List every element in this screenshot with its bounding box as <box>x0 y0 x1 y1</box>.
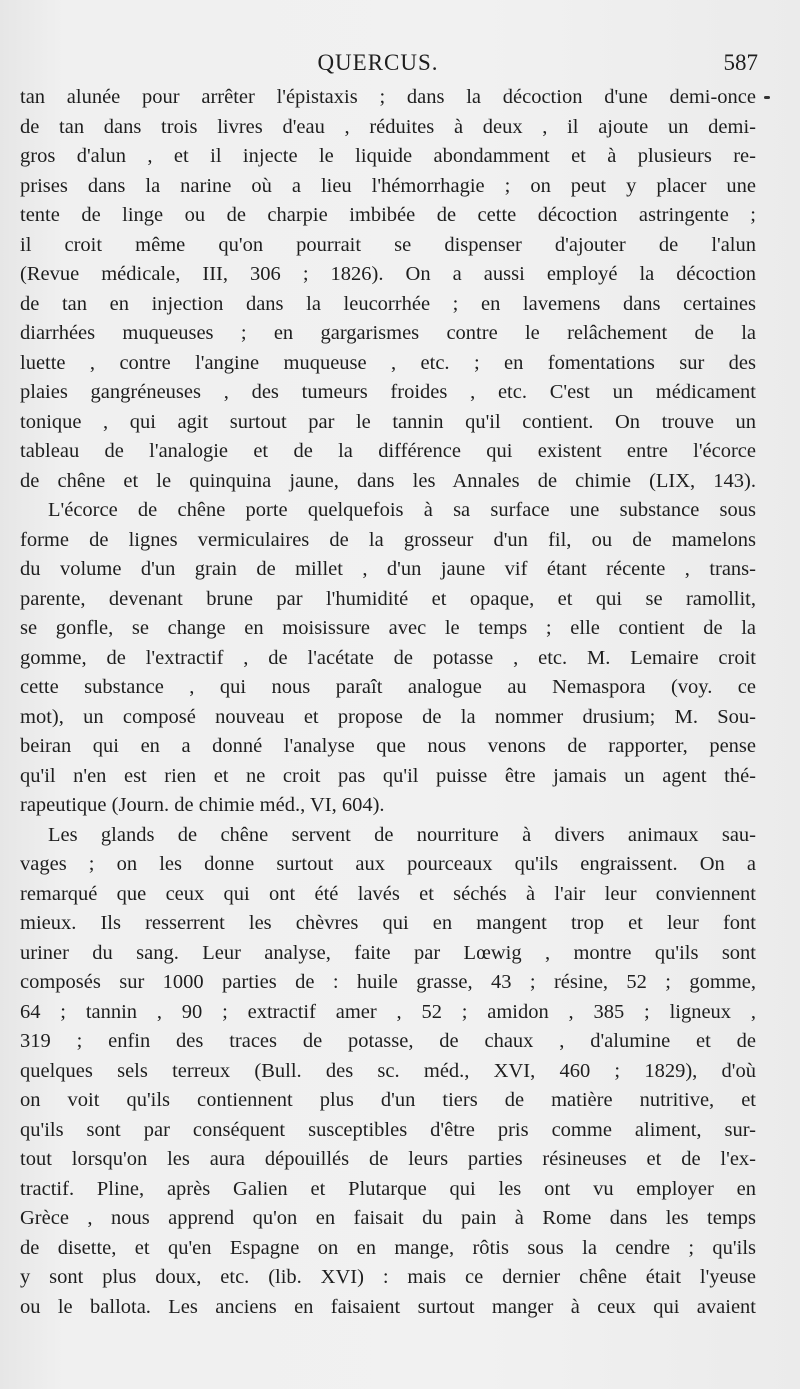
text-line: de disette, et qu'en Espagne on en mange, rôtis sous la cendre ; qu'ils <box>20 1236 756 1259</box>
text-line: gomme, de l'extractif , de l'acétate de potasse , etc. M. Lemaire croit <box>20 646 756 669</box>
text-line: de tan en injection dans la leucorrhée ; en lavemens dans certaines <box>20 292 756 315</box>
text-line: qu'ils sont par conséquent susceptibles d'être pris comme aliment, sur- <box>20 1118 756 1141</box>
running-title: QUERCUS. <box>317 50 439 75</box>
text-line: on voit qu'ils contiennent plus d'un tiers de matière nutritive, et <box>20 1089 756 1111</box>
text-line: remarqué que ceux qui ont été lavés et séchés à l'air leur conviennent <box>20 882 756 905</box>
text-line: de chêne et le quinquina jaune, dans les Annales de chimie (LIX, 143). <box>20 469 756 492</box>
paragraph-end-line: rapeutique (Journ. de chimie méd., VI, 604). <box>20 794 385 816</box>
text-line: tractif. Pline, après Galien et Plutarque qui les ont vu employer en <box>20 1177 756 1200</box>
text-line: vages ; on les donne surtout aux pourceaux qu'ils engraissent. On a <box>20 853 756 875</box>
text-line: tan alunée pour arrêter l'épistaxis ; dans la décoction d'une demi-once <box>20 86 756 108</box>
text-line: tente de linge ou de charpie imbibée de cette décoction astringente ; <box>20 204 756 226</box>
text-line: uriner du sang. Leur analyse, faite par Lœwig , montre qu'ils sont <box>20 941 756 964</box>
paragraph-start-line: Les glands de chêne servent de nourriture à divers animaux sau- <box>48 823 756 846</box>
text-line: ou le ballota. Les anciens en faisaient surtout manger à ceux qui avaient <box>20 1295 756 1318</box>
text-line: y sont plus doux, etc. (lib. XVI) : mais ce dernier chêne était l'yeuse <box>20 1266 756 1288</box>
text-line: diarrhées muqueuses ; en gargarismes contre le relâchement de la <box>20 322 756 344</box>
text-line: mieux. Ils resserrent les chèvres qui en mangent trop et leur font <box>20 912 756 934</box>
text-line: 64 ; tannin , 90 ; extractif amer , 52 ; amidon , 385 ; ligneux , <box>20 1000 756 1023</box>
text-line: qu'il n'en est rien et ne croit pas qu'il puisse être jamais un agent thé- <box>20 764 756 787</box>
page-number: 587 <box>723 50 758 75</box>
text-line: il croit même qu'on pourrait se dispenser d'ajouter de l'alun <box>20 233 756 256</box>
text-line: composés sur 1000 parties de : huile grasse, 43 ; résine, 52 ; gomme, <box>20 971 756 993</box>
text-line: beiran qui en a donné l'analyse que nous venons de rapporter, pense <box>20 735 756 757</box>
ink-speck <box>764 96 770 99</box>
text-line: (Revue médicale, III, 306 ; 1826). On a aussi employé la décoction <box>20 263 756 285</box>
text-line: forme de lignes vermiculaires de la grosseur d'un fil, ou de mamelons <box>20 528 756 551</box>
text-line: quelques sels terreux (Bull. des sc. méd., XVI, 460 ; 1829), d'où <box>20 1059 756 1082</box>
text-line: prises dans la narine où a lieu l'hémorrhagie ; on peut y placer une <box>20 174 756 197</box>
text-line: cette substance , qui nous paraît analogue au Nemaspora (voy. ce <box>20 676 756 698</box>
text-line: plaies gangréneuses , des tumeurs froides , etc. C'est un médicament <box>20 381 756 403</box>
text-line: gros d'alun , et il injecte le liquide abondamment et à plusieurs re- <box>20 145 756 167</box>
running-head <box>0 50 800 84</box>
text-line: 319 ; enfin des traces de potasse, de chaux , d'alumine et de <box>20 1030 756 1052</box>
text-line: Grèce , nous apprend qu'on en faisait du pain à Rome dans les temps <box>20 1207 756 1229</box>
text-line: parente, devenant brune par l'humidité et opaque, et qui se ramollit, <box>20 587 756 610</box>
text-line: luette , contre l'angine muqueuse , etc. ; en fomentations sur des <box>20 351 756 374</box>
body-text <box>20 83 756 1322</box>
text-line: du volume d'un grain de millet , d'un jaune vif étant récente , trans- <box>20 558 756 580</box>
text-line: se gonfle, se change en moisissure avec le temps ; elle contient de la <box>20 617 756 639</box>
text-line: tonique , qui agit surtout par le tannin qu'il contient. On trouve un <box>20 410 756 433</box>
text-line: de tan dans trois livres d'eau , réduites à deux , il ajoute un demi- <box>20 115 756 138</box>
paragraph-start-line: L'écorce de chêne porte quelquefois à sa surface une substance sous <box>48 499 756 521</box>
text-line: mot), un composé nouveau et propose de la nommer drusium; M. Sou- <box>20 705 756 728</box>
text-line: tableau de l'analogie et de la différence qui existent entre l'écorce <box>20 440 756 462</box>
text-line: tout lorsqu'on les aura dépouillés de leurs parties résineuses et de l'ex- <box>20 1148 756 1170</box>
